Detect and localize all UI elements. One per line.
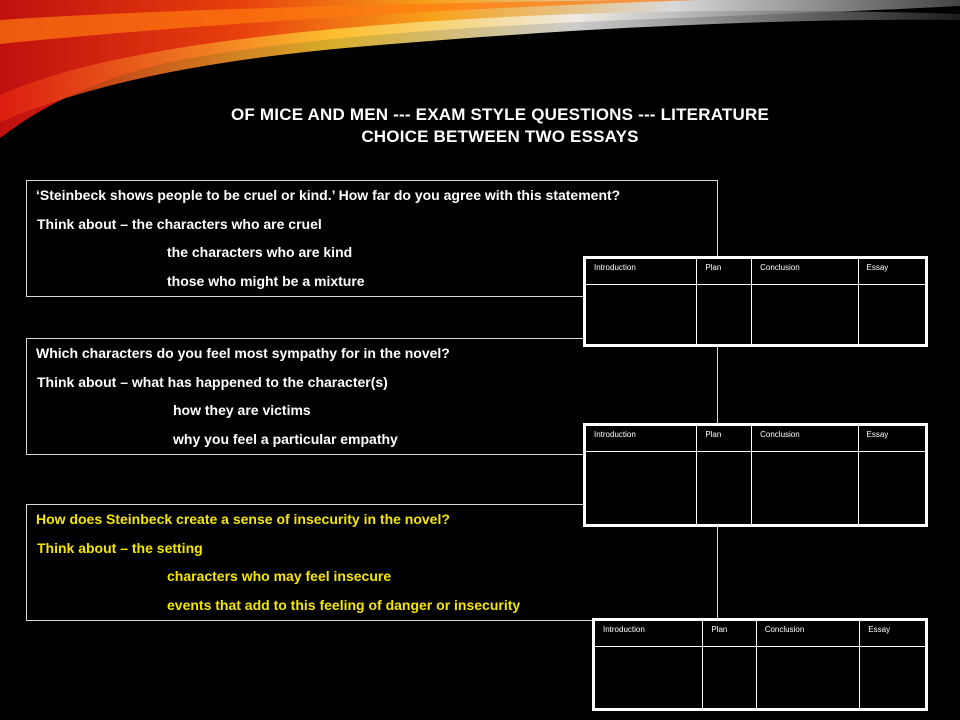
think-about: Think about – the characters who are cruel (37, 215, 322, 232)
table-header-conclusion: Conclusion (756, 621, 860, 647)
table-header-plan: Plan (703, 621, 756, 647)
table-cell[interactable] (697, 285, 752, 345)
title-line-2: CHOICE BETWEEN TWO ESSAYS (361, 127, 639, 146)
table-header-conclusion: Conclusion (752, 426, 858, 452)
table-header-essay: Essay (858, 426, 925, 452)
table-cell[interactable] (586, 452, 697, 525)
question-text: Which characters do you feel most sympathy for in the novel? (36, 345, 450, 361)
point: why you feel a particular empathy (173, 430, 398, 447)
table-cell[interactable] (595, 647, 703, 709)
planning-table-3 (592, 618, 928, 711)
table-header-introduction: Introduction (586, 426, 697, 452)
think-about: Think about – what has happened to the character(s) (37, 373, 388, 390)
table-header-introduction: Introduction (595, 621, 703, 647)
table-cell[interactable] (858, 452, 925, 525)
point: the characters who are kind (167, 244, 353, 260)
point: characters who may feel insecure (167, 568, 392, 584)
table-header-plan: Plan (697, 259, 752, 285)
question-text: How does Steinbeck create a sense of insecurity in the novel? (36, 511, 450, 527)
title-line-1: OF MICE AND MEN --- EXAM STYLE QUESTIONS --- LITERATURE (231, 105, 769, 124)
table-cell[interactable] (586, 285, 697, 345)
point: those who might be a mixture (167, 272, 365, 289)
table-cell[interactable] (756, 647, 860, 709)
table-header-essay: Essay (858, 259, 925, 285)
table-cell[interactable] (752, 452, 858, 525)
table-header-essay: Essay (860, 621, 926, 647)
think-about: Think about – the setting (37, 539, 203, 556)
question-text: ‘Steinbeck shows people to be cruel or kind.’ How far do you agree with this statement? (36, 187, 621, 203)
planning-table-2 (583, 423, 928, 527)
table-cell[interactable] (697, 452, 752, 525)
table-cell[interactable] (703, 647, 756, 709)
table-cell[interactable] (860, 647, 926, 709)
table-header-plan: Plan (697, 426, 752, 452)
table-header-introduction: Introduction (586, 259, 697, 285)
table-header-conclusion: Conclusion (752, 259, 858, 285)
page-title (150, 104, 850, 148)
point: how they are victims (173, 402, 311, 418)
table-cell[interactable] (752, 285, 858, 345)
planning-table-1 (583, 256, 928, 347)
table-cell[interactable] (858, 285, 925, 345)
point: events that add to this feeling of danger or insecurity (167, 596, 521, 613)
